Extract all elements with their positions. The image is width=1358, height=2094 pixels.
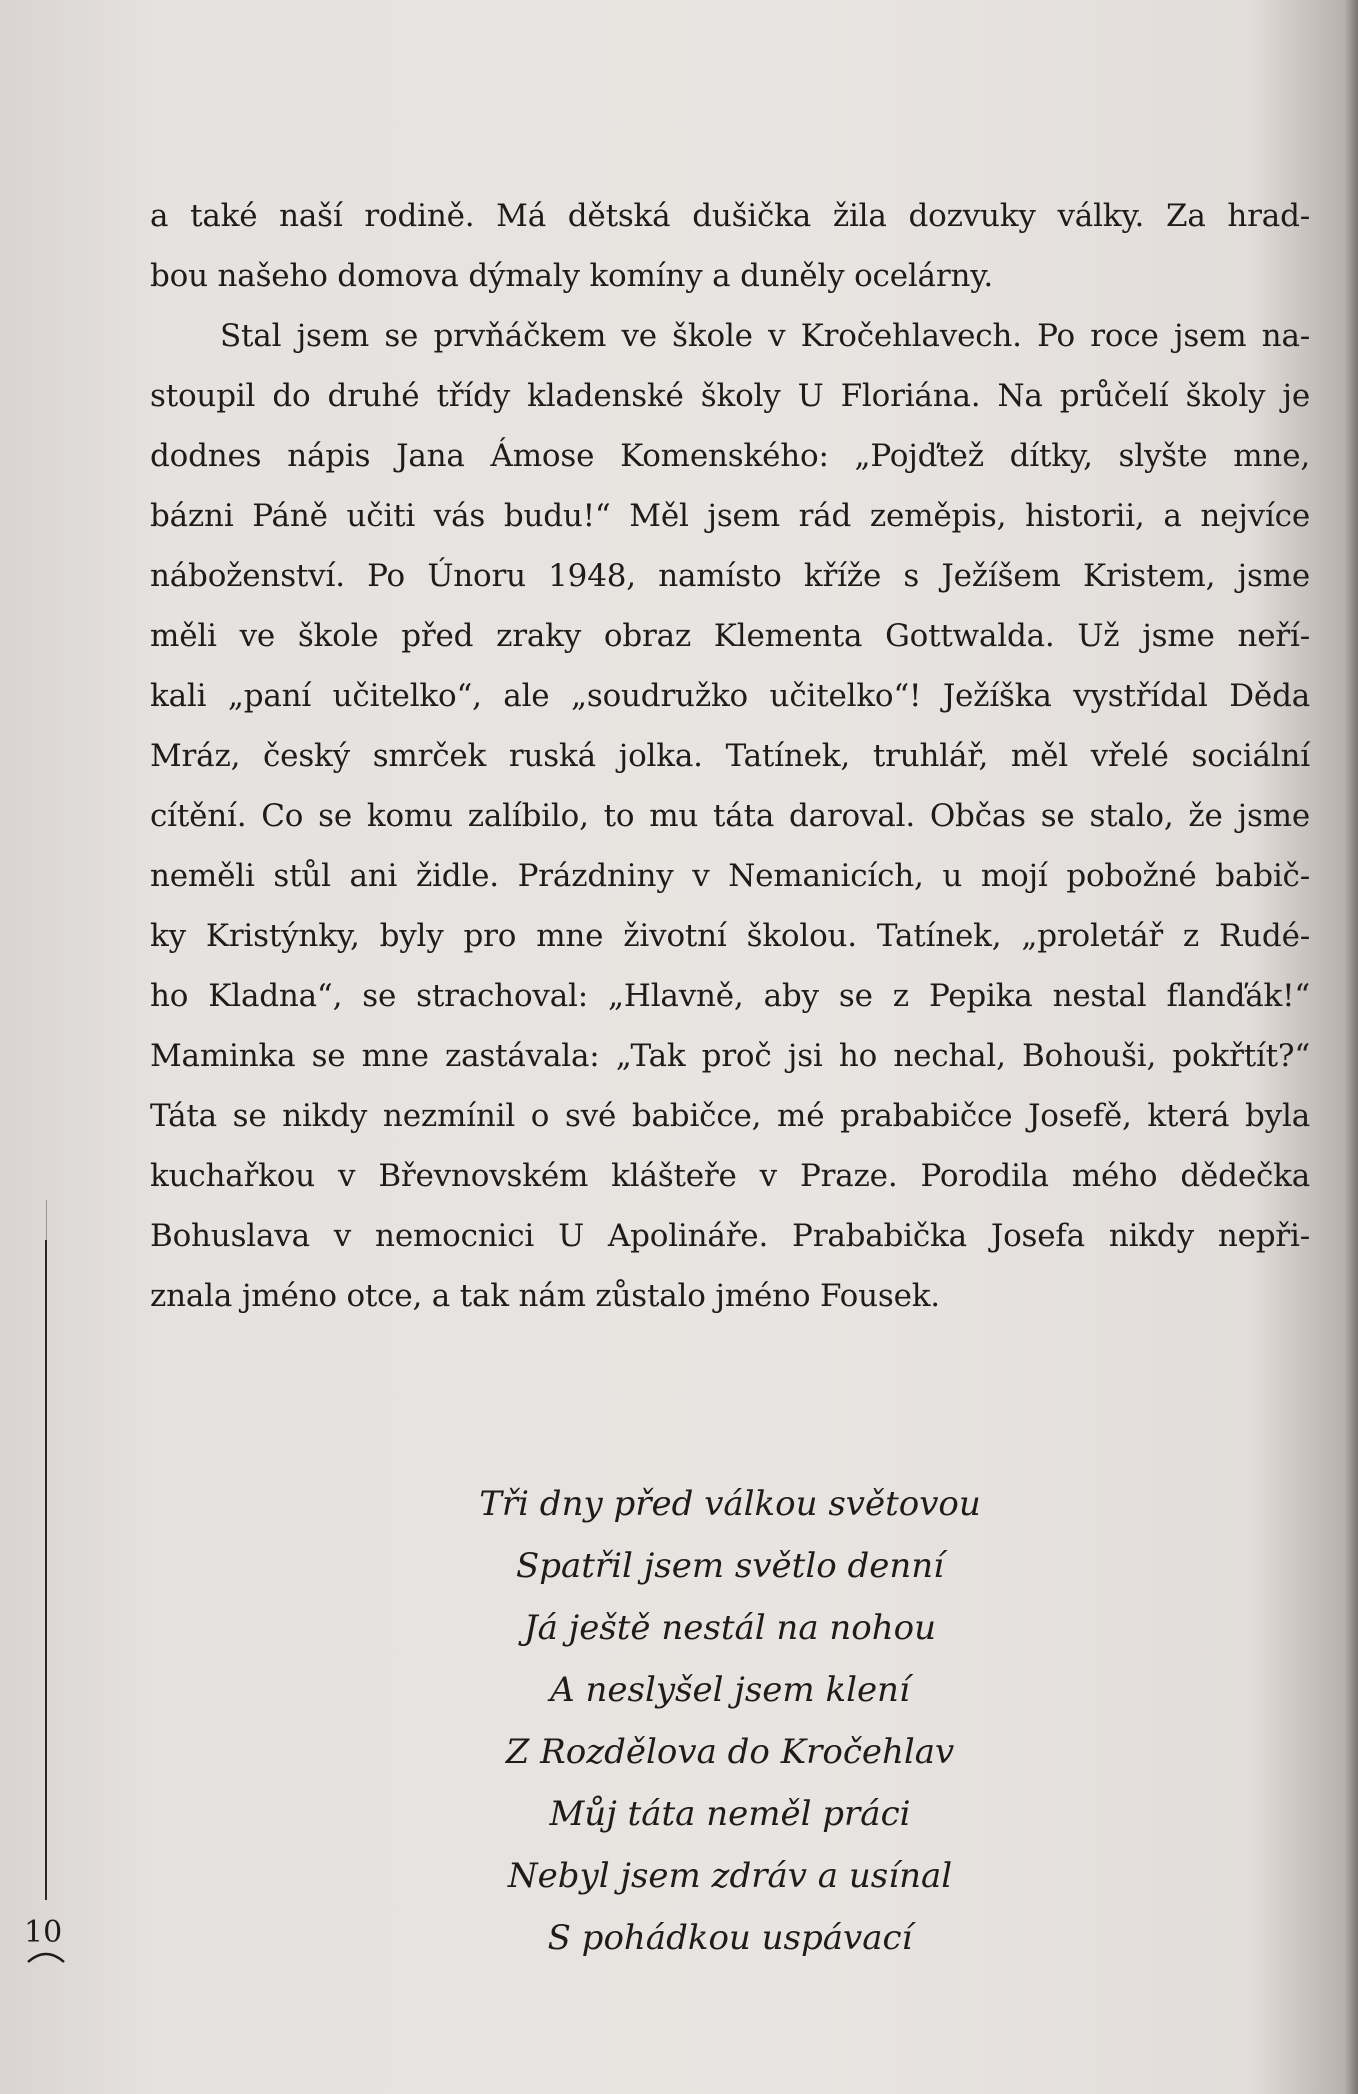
- prose-line: ky Kristýnky, byly pro mne životní školou. Tatínek, „proletář z Rudé-: [150, 918, 1310, 954]
- prose-block: [150, 186, 1310, 1326]
- prose-line: Bohuslava v nemocnici U Apolináře. Prababička Josefa nikdy nepři-: [150, 1218, 1310, 1254]
- prose-line: Mráz, český smrček ruská jolka. Tatínek, truhlář, měl vřelé sociální: [150, 738, 1310, 774]
- prose-line: Táta se nikdy nezmínil o své babičce, mé prababičce Josefě, která byla: [150, 1098, 1310, 1134]
- prose-line: neměli stůl ani židle. Prázdniny v Nemanicích, u mojí pobožné babič-: [150, 858, 1310, 894]
- prose-paragraph-start: Stal jsem se prvňáčkem ve škole v Kročehlavech. Po roce jsem na-: [220, 318, 1310, 354]
- poem-verse: Tři dny před válkou světovou: [479, 1484, 981, 1524]
- poem-verse: Spatřil jsem světlo denní: [515, 1546, 945, 1586]
- prose-line: dodnes nápis Jana Ámose Komenského: „Pojďtež dítky, slyšte mne,: [150, 438, 1310, 474]
- poem-verse: S pohádkou uspávací: [547, 1918, 913, 1958]
- poem-verse: Můj táta neměl práci: [549, 1794, 911, 1834]
- poem-verse: Z Rozdělova do Kročehlav: [505, 1732, 955, 1772]
- prose-line: bou našeho domova dýmaly komíny a duněly ocelárny.: [150, 258, 994, 294]
- prose-line: stoupil do druhé třídy kladenské školy U Floriána. Na průčelí školy je: [150, 378, 1310, 414]
- prose-line: ho Kladna“, se strachoval: „Hlavně, aby se z Pepika nestal flanďák!“: [150, 978, 1310, 1014]
- margin-rule: [45, 1240, 47, 1900]
- prose-line: bázni Páně učiti vás budu!“ Měl jsem rád zeměpis, historii, a nejvíce: [150, 498, 1310, 534]
- poem-verse: Nebyl jsem zdráv a usínal: [507, 1856, 953, 1896]
- page-ornament-icon: [26, 1950, 66, 1964]
- prose-line: náboženství. Po Únoru 1948, namísto kříže s Ježíšem Kristem, jsme: [150, 558, 1310, 594]
- poem-verse: Já ještě nestál na nohou: [523, 1608, 937, 1648]
- prose-line: měli ve škole před zraky obraz Klementa Gottwalda. Už jsme neří-: [150, 618, 1310, 654]
- prose-line: kali „paní učitelko“, ale „soudružko učitelko“! Ježíška vystřídal Děda: [150, 678, 1310, 714]
- poem-verse: A neslyšel jsem klení: [550, 1670, 910, 1710]
- margin-rule-faint: [46, 1200, 47, 1240]
- poem-block: [330, 1473, 1130, 1969]
- prose-line: Maminka se mne zastávala: „Tak proč jsi ho nechal, Bohouši, pokřtít?“: [150, 1038, 1310, 1074]
- prose-line: znala jméno otce, a tak nám zůstalo jméno Fousek.: [150, 1278, 940, 1314]
- prose-line: kuchařkou v Břevnovském klášteře v Praze. Porodila mého dědečka: [150, 1158, 1310, 1194]
- page-number: 10: [24, 1915, 63, 1950]
- prose-line: a také naší rodině. Má dětská dušička žila dozvuky války. Za hrad-: [150, 198, 1310, 234]
- prose-line: cítění. Co se komu zalíbilo, to mu táta daroval. Občas se stalo, že jsme: [150, 798, 1310, 834]
